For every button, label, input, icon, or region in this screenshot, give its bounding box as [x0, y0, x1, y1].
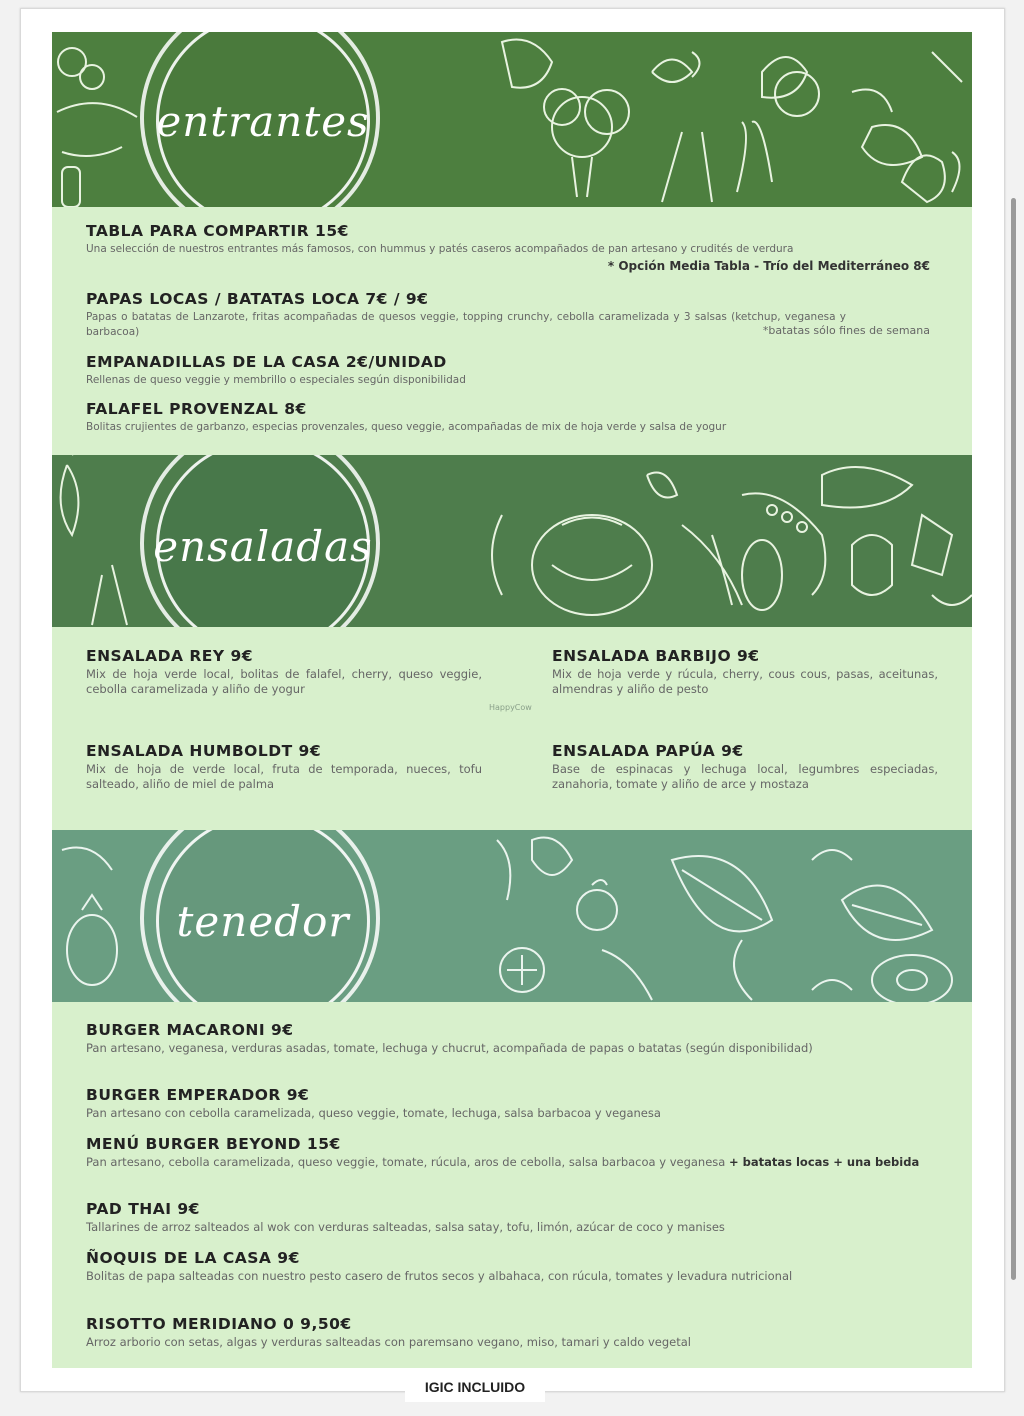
menu-item — [552, 742, 938, 792]
item-name: ENSALADA REY 9€ — [86, 647, 254, 665]
menu-item — [86, 400, 934, 435]
item-name: ENSALADA HUMBOLDT 9€ — [86, 742, 322, 760]
menu-item — [552, 647, 938, 697]
item-name: BURGER MACARONI 9€ — [86, 1021, 294, 1039]
item-name: ENSALADA BARBIJO 9€ — [552, 647, 760, 665]
section-title-entrantes: entrantes — [156, 96, 370, 146]
tenedor-circle — [156, 830, 370, 1002]
item-description: Rellenas de queso veggie y membrillo o especiales según disponibilidad — [86, 374, 466, 386]
item-description: Mix de hoja verde y rúcula, cherry, cous cous, pasas, aceitunas, almendras y aliño de pesto — [552, 667, 938, 696]
item-extra: + batatas locas + una bebida — [728, 1155, 920, 1169]
banner-tenedor — [52, 830, 972, 1002]
footer-tax-note: IGIC INCLUIDO — [405, 1372, 545, 1402]
menu-item — [86, 1315, 938, 1350]
item-name: PAD THAI 9€ — [86, 1200, 200, 1218]
item-name: RISOTTO MERIDIANO 0 9,50€ — [86, 1315, 352, 1333]
item-description: Pan artesano, veganesa, verduras asadas, tomate, lechuga y chucrut, acompañada de papas o batatas (según disponibilidad) — [86, 1041, 813, 1055]
menu-item — [86, 222, 934, 257]
item-description: Arroz arborio con setas, algas y verduras salteadas con paremsano vegano, miso, tamari y caldo vegetal — [86, 1335, 691, 1349]
menu-item — [86, 647, 482, 697]
item-name: ENSALADA PAPÚA 9€ — [552, 742, 744, 760]
entrantes-circle — [156, 32, 370, 207]
item-note: * Opción Media Tabla - Trío del Mediterráneo 8€ — [607, 259, 930, 273]
item-description: Papas o batatas de Lanzarote, fritas acompañadas de quesos veggie, topping crunchy, cebolla caramelizada y 3 salsas (ketchup, veganesa y barbacoa) — [86, 311, 846, 338]
item-name: EMPANADILLAS DE LA CASA 2€/UNIDAD — [86, 353, 447, 371]
menu-item — [86, 353, 934, 388]
ensaladas-circle — [153, 455, 373, 627]
item-name: BURGER EMPERADOR 9€ — [86, 1086, 310, 1104]
section-title-ensaladas: ensaladas — [153, 521, 373, 571]
panel-tenedor — [52, 1002, 972, 1368]
item-description — [86, 1155, 938, 1170]
menu-item — [86, 1200, 938, 1235]
section-title-tenedor: tenedor — [176, 896, 350, 946]
menu-item — [86, 1249, 938, 1284]
scrollbar[interactable] — [1011, 198, 1016, 1280]
item-note: *batatas sólo fines de semana — [762, 324, 930, 337]
item-description: Bolitas crujientes de garbanzo, especias provenzales, queso veggie, acompañadas de mix de hoja verde y salsa de yogur — [86, 421, 727, 433]
banner-ensaladas — [52, 455, 972, 627]
menu-item — [86, 1021, 938, 1056]
item-description: Bolitas de papa salteadas con nuestro pesto casero de frutos secos y albahaca, con rúcula, tomates y levadura nutricional — [86, 1269, 793, 1283]
item-name: ÑOQUIS DE LA CASA 9€ — [86, 1249, 300, 1267]
item-description: Mix de hoja verde local, bolitas de falafel, cherry, queso veggie, cebolla caramelizada y aliño de yogur — [86, 667, 482, 696]
item-name: MENÚ BURGER BEYOND 15€ — [86, 1135, 341, 1153]
menu-item — [86, 1086, 938, 1121]
item-name: TABLA PARA COMPARTIR 15€ — [86, 222, 349, 240]
item-description: Pan artesano con cebolla caramelizada, queso veggie, tomate, lechuga, salsa barbacoa y veganesa — [86, 1106, 661, 1120]
item-description: Tallarines de arroz salteados al wok con verduras salteadas, salsa satay, tofu, limón, azúcar de coco y manises — [86, 1220, 725, 1234]
menu-item — [86, 1135, 938, 1170]
item-description: Una selección de nuestros entrantes más famosos, con hummus y patés caseros acompañados de pan artesano y crudités de verdura — [86, 243, 794, 255]
item-description: Mix de hoja de verde local, fruta de temporada, nueces, tofu salteado, aliño de miel de palma — [86, 762, 482, 791]
item-description-text: Pan artesano, cebolla caramelizada, queso veggie, tomate, rúcula, aros de cebolla, salsa barbacoa y veganesa — [86, 1155, 726, 1169]
banner-entrantes — [52, 32, 972, 207]
item-name: PAPAS LOCAS / BATATAS LOCA 7€ / 9€ — [86, 290, 429, 308]
watermark: HappyCow — [489, 703, 532, 712]
item-description: Base de espinacas y lechuga local, legumbres especiadas, zanahoria, tomate y aliño de arce y mostaza — [552, 762, 938, 791]
menu-item — [86, 742, 482, 792]
item-name: FALAFEL PROVENZAL 8€ — [86, 400, 307, 418]
